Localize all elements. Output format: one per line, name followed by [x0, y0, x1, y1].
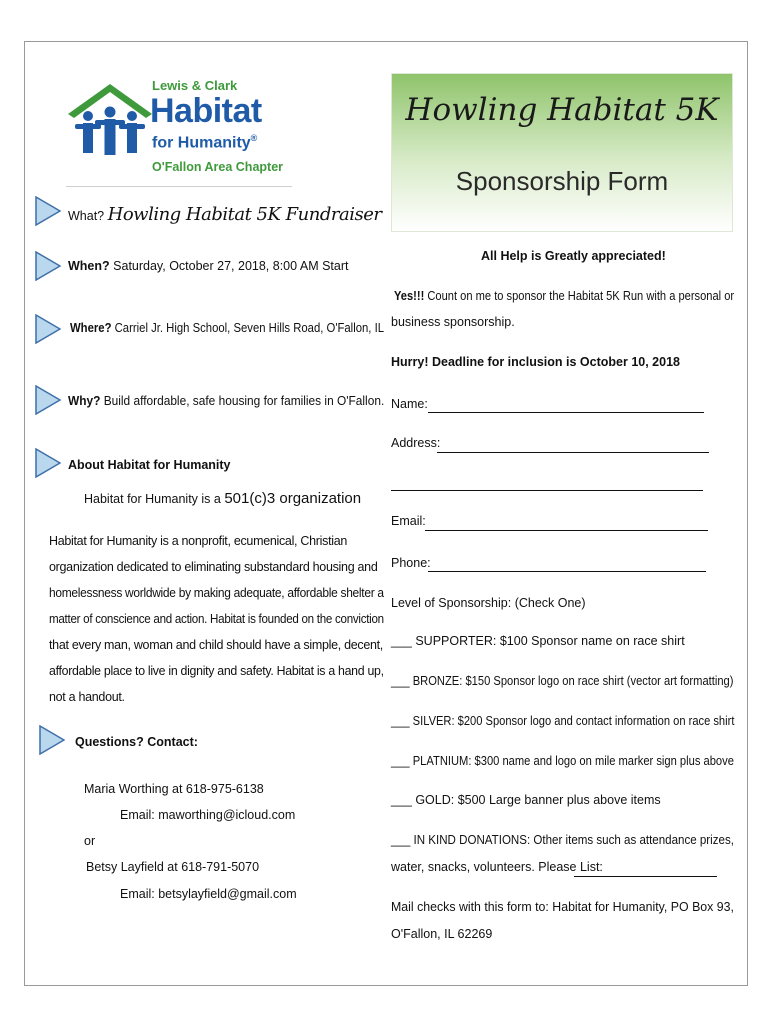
contact-or: or [84, 834, 96, 848]
logo-org-sub-text: for Humanity [152, 134, 251, 152]
level-gold[interactable]: ___ GOLD: $500 Large banner plus above items [391, 793, 661, 807]
name-field[interactable] [428, 412, 704, 413]
inkind-list-field[interactable] [574, 876, 717, 877]
about-line: that every man, woman and child should have a simple, decent, [49, 638, 383, 652]
where-label: Where? [70, 321, 112, 335]
arrow-what-icon [35, 196, 61, 226]
about-paragraph [49, 528, 410, 710]
where-row [70, 321, 384, 335]
banner-subtitle: Sponsorship Form [455, 166, 669, 196]
arrow-when-icon [35, 251, 61, 281]
mail-line-2: O'Fallon, IL 62269 [391, 927, 493, 941]
when-label: When? [68, 259, 110, 273]
yes-line-1 [394, 289, 734, 303]
habitat-logo [66, 76, 294, 188]
appreciated-heading: All Help is Greatly appreciated! [481, 249, 666, 263]
title-banner [391, 73, 733, 232]
deadline-text: Hurry! Deadline for inclusion is October 10, 2018 [391, 355, 680, 369]
arrow-about-icon [35, 448, 61, 478]
why-label: Why? [68, 394, 101, 408]
about-prefix: Habitat for Humanity is a [84, 492, 221, 506]
where-value: Carriel Jr. High School, Seven Hills Road, O'Fallon, IL [114, 321, 385, 335]
arrow-why-icon [35, 385, 61, 415]
yes-text-1: Count on me to sponsor the Habitat 5K Run with a personal or [427, 289, 735, 303]
contact2-email: Email: betsylayfield@gmail.com [120, 887, 297, 901]
what-row [68, 204, 381, 225]
about-emph: 501(c)3 organization [224, 490, 362, 507]
logo-org-top: Lewis & Clark [152, 78, 238, 93]
level-platinum[interactable]: ___ PLATNIUM: $300 name and logo on mile marker sign plus above [391, 754, 734, 768]
about-line: not a handout. [49, 690, 125, 704]
address-label: Address: [391, 436, 441, 450]
level-supporter[interactable]: ___ SUPPORTER: $100 Sponsor name on race shirt [391, 634, 685, 648]
about-label: About Habitat for Humanity [68, 458, 231, 472]
contact2-line: Betsy Layfield at 618-791-5070 [86, 860, 260, 874]
about-line: homelessness worldwide by making adequate, affordable shelter a [49, 586, 384, 600]
email-label: Email: [391, 514, 426, 528]
yes-line-2: business sponsorship. [391, 315, 515, 329]
banner-title: Howling Habitat 5K [405, 92, 719, 128]
name-label: Name: [391, 397, 428, 411]
address-field[interactable] [437, 452, 709, 453]
logo-org-main: Habitat [150, 92, 262, 130]
email-field[interactable] [425, 530, 708, 531]
phone-field[interactable] [428, 571, 706, 572]
address-field-2[interactable] [391, 490, 703, 491]
mail-line-1: Mail checks with this form to: Habitat for Humanity, PO Box 93, [391, 900, 734, 914]
what-value: Howling Habitat 5K Fundraiser [107, 204, 382, 225]
questions-label: Questions? Contact: [75, 735, 198, 749]
about-line: matter of conscience and action. Habitat is founded on the conviction [49, 612, 384, 626]
about-intro [84, 490, 361, 507]
contact1-email: Email: maworthing@icloud.com [120, 808, 296, 822]
yes-label: Yes!!! [394, 289, 425, 303]
contact1-line: Maria Worthing at 618-975-6138 [84, 782, 264, 796]
when-row [68, 259, 348, 273]
level-bronze[interactable]: ___ BRONZE: $150 Sponsor logo on race shirt (vector art formatting) [391, 674, 734, 688]
phone-label: Phone: [391, 556, 431, 570]
why-value: Build affordable, safe housing for families in O'Fallon. [103, 394, 385, 408]
about-line: Habitat for Humanity is a nonprofit, ecumenical, Christian [49, 534, 348, 548]
logo-rule [66, 186, 292, 187]
what-label: What? [68, 209, 105, 223]
level-silver[interactable]: ___ SILVER: $200 Sponsor logo and contact information on race shirt [391, 714, 735, 728]
why-row [68, 394, 384, 408]
arrow-questions-icon [39, 725, 65, 755]
logo-reg: ® [250, 133, 258, 143]
level-inkind[interactable]: ___ IN KIND DONATIONS: Other items such as attendance prizes, [391, 833, 734, 847]
when-value: Saturday, October 27, 2018, 8:00 AM Start [113, 259, 349, 273]
logo-chapter: O'Fallon Area Chapter [152, 160, 284, 174]
about-line: organization dedicated to eliminating substandard housing and [49, 560, 378, 574]
level-label: Level of Sponsorship: (Check One) [391, 596, 586, 610]
arrow-where-icon [35, 314, 61, 344]
house-people-icon [66, 82, 156, 162]
inkind-line-2: water, snacks, volunteers. Please List: [391, 860, 603, 874]
logo-org-sub [152, 133, 257, 152]
about-line: affordable place to live in dignity and safety. Habitat is a hand up, [49, 664, 384, 678]
